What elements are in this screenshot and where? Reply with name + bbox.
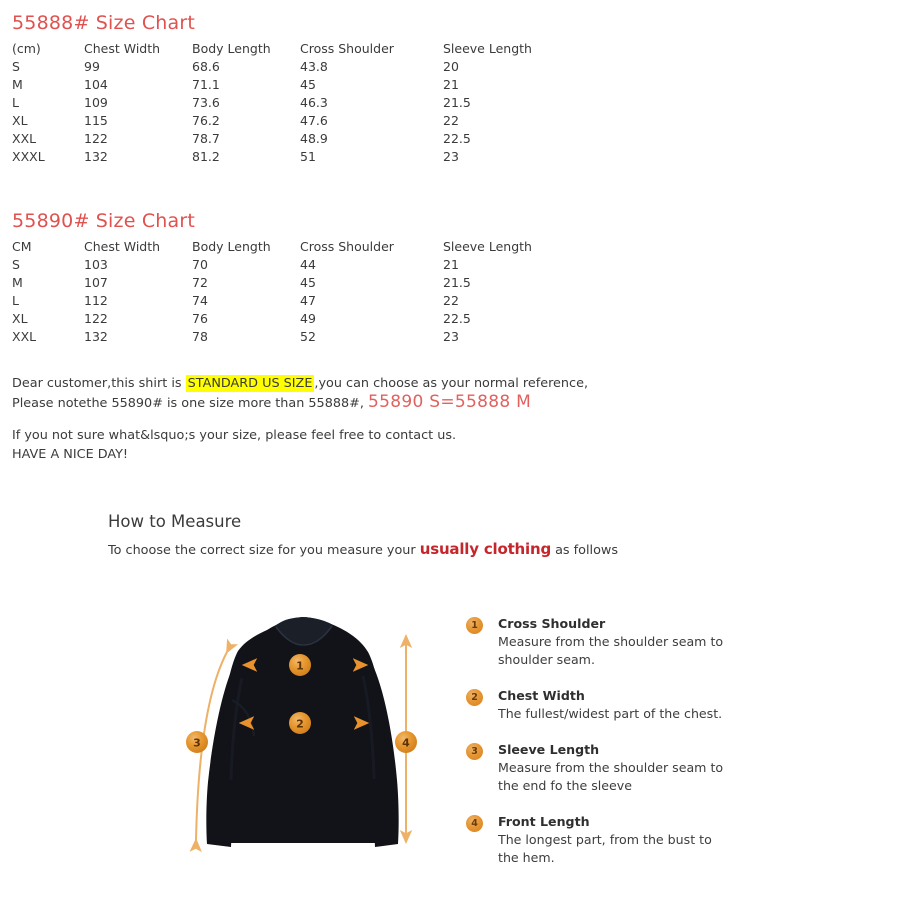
row-size: XL bbox=[12, 113, 28, 128]
legend-item-sleeve-length bbox=[466, 741, 726, 795]
table-row bbox=[12, 328, 563, 346]
cell-body-length: 73.6 bbox=[192, 95, 220, 110]
cell-body-length: 81.2 bbox=[192, 149, 220, 164]
table-row bbox=[12, 76, 563, 94]
table-row bbox=[12, 148, 563, 166]
cell-body-length: 78.7 bbox=[192, 131, 220, 146]
cell-cross-shoulder: 45 bbox=[300, 77, 316, 92]
cell-cross-shoulder: 43.8 bbox=[300, 59, 328, 74]
cell-sleeve-length: 22 bbox=[443, 113, 459, 128]
cell-chest-width: 109 bbox=[84, 95, 108, 110]
cell-cross-shoulder: 49 bbox=[300, 311, 316, 326]
how-to-measure-title: How to Measure bbox=[108, 512, 242, 531]
customer-note bbox=[12, 374, 588, 464]
note-line-3: If you not sure what&lsquo;s your size, please feel free to contact us. bbox=[12, 428, 457, 443]
cell-chest-width: 132 bbox=[84, 149, 108, 164]
diagram-marker-1: 1 bbox=[296, 659, 304, 673]
cell-body-length: 74 bbox=[192, 293, 208, 308]
column-header: Cross Shoulder bbox=[300, 41, 394, 56]
table-row bbox=[12, 112, 563, 130]
cell-cross-shoulder: 45 bbox=[300, 275, 316, 290]
cell-body-length: 72 bbox=[192, 275, 208, 290]
table-row bbox=[12, 292, 563, 310]
cell-sleeve-length: 21.5 bbox=[443, 275, 471, 290]
legend-badge-2: 2 bbox=[466, 689, 483, 706]
cell-sleeve-length: 21 bbox=[443, 257, 459, 272]
cell-cross-shoulder: 52 bbox=[300, 329, 316, 344]
cell-cross-shoulder: 48.9 bbox=[300, 131, 328, 146]
legend-description: Measure from the shoulder seam to shoulder seam. bbox=[498, 634, 724, 667]
cell-chest-width: 132 bbox=[84, 329, 108, 344]
measurement-legend bbox=[466, 615, 726, 881]
legend-title: Cross Shoulder bbox=[498, 616, 606, 631]
column-header: Sleeve Length bbox=[443, 239, 532, 254]
row-size: L bbox=[12, 95, 19, 110]
cell-cross-shoulder: 44 bbox=[300, 257, 316, 272]
unit-header: CM bbox=[12, 239, 32, 254]
row-size: S bbox=[12, 59, 20, 74]
cell-chest-width: 122 bbox=[84, 131, 108, 146]
cell-cross-shoulder: 46.3 bbox=[300, 95, 328, 110]
legend-item-front-length bbox=[466, 813, 726, 867]
garment-measurement-diagram bbox=[170, 600, 440, 870]
table-row bbox=[12, 58, 563, 76]
diagram-marker-2: 2 bbox=[296, 717, 304, 731]
legend-badge-1: 1 bbox=[466, 617, 483, 634]
table-header-row bbox=[12, 238, 563, 256]
table-header-row bbox=[12, 40, 563, 58]
cell-sleeve-length: 20 bbox=[443, 59, 459, 74]
unit-header: (cm) bbox=[12, 41, 41, 56]
table-row bbox=[12, 130, 563, 148]
legend-description: Measure from the shoulder seam to the end fo the sleeve bbox=[498, 760, 724, 793]
subtitle-after: as follows bbox=[551, 543, 619, 558]
row-size: XXL bbox=[12, 131, 37, 146]
column-header: Chest Width bbox=[84, 239, 161, 254]
cell-sleeve-length: 23 bbox=[443, 329, 459, 344]
size-table bbox=[12, 40, 563, 166]
row-size: XL bbox=[12, 311, 28, 326]
cell-sleeve-length: 21.5 bbox=[443, 95, 471, 110]
legend-title: Front Length bbox=[498, 814, 590, 829]
cell-chest-width: 99 bbox=[84, 59, 100, 74]
legend-item-chest-width bbox=[466, 687, 726, 723]
legend-badge-3: 3 bbox=[466, 743, 483, 760]
column-header: Body Length bbox=[192, 239, 271, 254]
row-size: XXXL bbox=[12, 149, 45, 164]
legend-description: The longest part, from the bust to the hem. bbox=[498, 832, 712, 865]
note-line-4: HAVE A NICE DAY! bbox=[12, 447, 129, 462]
table-row bbox=[12, 274, 563, 292]
cell-body-length: 76.2 bbox=[192, 113, 220, 128]
cell-chest-width: 103 bbox=[84, 257, 108, 272]
row-size: M bbox=[12, 275, 23, 290]
cell-cross-shoulder: 47 bbox=[300, 293, 316, 308]
table-row bbox=[12, 256, 563, 274]
cell-chest-width: 112 bbox=[84, 293, 108, 308]
cell-chest-width: 104 bbox=[84, 77, 108, 92]
note-line-2 bbox=[12, 393, 588, 413]
note-text-after: ,you can choose as your normal reference, bbox=[314, 376, 589, 391]
cell-body-length: 68.6 bbox=[192, 59, 220, 74]
cell-cross-shoulder: 47.6 bbox=[300, 113, 328, 128]
column-header: Body Length bbox=[192, 41, 271, 56]
cell-body-length: 78 bbox=[192, 329, 208, 344]
row-size: M bbox=[12, 77, 23, 92]
cell-chest-width: 115 bbox=[84, 113, 108, 128]
legend-title: Chest Width bbox=[498, 688, 585, 703]
legend-item-cross-shoulder bbox=[466, 615, 726, 669]
diagram-marker-3: 3 bbox=[193, 736, 201, 750]
size-table bbox=[12, 238, 563, 346]
size-chart-55888 bbox=[12, 12, 563, 166]
note-line-1 bbox=[12, 374, 588, 393]
spacer bbox=[12, 413, 588, 426]
column-header: Sleeve Length bbox=[443, 41, 532, 56]
cell-sleeve-length: 21 bbox=[443, 77, 459, 92]
cell-chest-width: 122 bbox=[84, 311, 108, 326]
cell-cross-shoulder: 51 bbox=[300, 149, 316, 164]
row-size: S bbox=[12, 257, 20, 272]
size-chart-55890 bbox=[12, 210, 563, 346]
cell-chest-width: 107 bbox=[84, 275, 108, 290]
standard-us-size-highlight: STANDARD US SIZE bbox=[187, 376, 313, 391]
row-size: L bbox=[12, 293, 19, 308]
how-to-measure-subtitle bbox=[108, 540, 618, 558]
subtitle-before: To choose the correct size for you measure your bbox=[108, 543, 420, 558]
note-text-before: Please notethe 55890# is one size more than 55888#, bbox=[12, 396, 368, 411]
cell-sleeve-length: 22.5 bbox=[443, 131, 471, 146]
size-chart-title: 55890# Size Chart bbox=[12, 210, 196, 232]
cell-sleeve-length: 22 bbox=[443, 293, 459, 308]
subtitle-emphasis: usually clothing bbox=[419, 540, 551, 558]
legend-description: The fullest/widest part of the chest. bbox=[498, 706, 723, 721]
table-row bbox=[12, 310, 563, 328]
size-equivalence-note: 55890 S=55888 M bbox=[367, 392, 532, 412]
note-text-before: Dear customer,this shirt is bbox=[12, 376, 186, 391]
size-chart-title: 55888# Size Chart bbox=[12, 12, 196, 34]
column-header: Chest Width bbox=[84, 41, 161, 56]
diagram-marker-4: 4 bbox=[402, 736, 410, 750]
table-row bbox=[12, 94, 563, 112]
row-size: XXL bbox=[12, 329, 37, 344]
legend-title: Sleeve Length bbox=[498, 742, 600, 757]
cell-body-length: 70 bbox=[192, 257, 208, 272]
cell-body-length: 71.1 bbox=[192, 77, 220, 92]
cell-sleeve-length: 23 bbox=[443, 149, 459, 164]
cell-body-length: 76 bbox=[192, 311, 208, 326]
legend-badge-4: 4 bbox=[466, 815, 483, 832]
cell-sleeve-length: 22.5 bbox=[443, 311, 471, 326]
column-header: Cross Shoulder bbox=[300, 239, 394, 254]
